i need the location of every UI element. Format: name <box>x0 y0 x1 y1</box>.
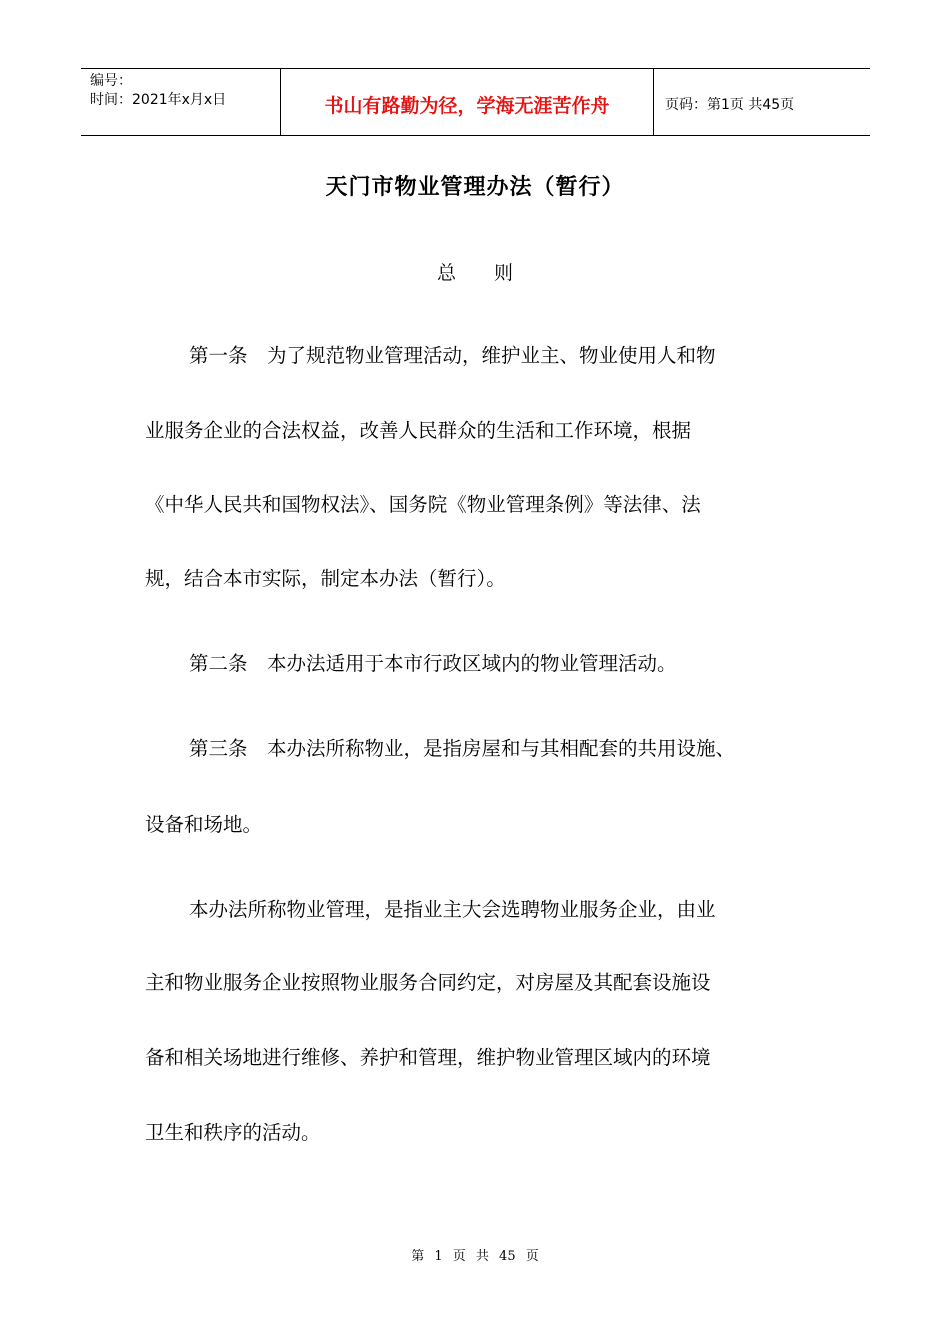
paragraph-line-3: 备和相关场地进行维修、养护和管理，维护物业管理区域内的环境 <box>145 1046 711 1069</box>
article-1-line-3: 《中华人民共和国物权法》、国务院《物业管理条例》等法律、法 <box>145 493 701 516</box>
article-1-line-2: 业服务企业的合法权益，改善人民群众的生活和工作环境，根据 <box>145 419 692 442</box>
header-page-info: 页码：第1页 共45页 <box>665 97 795 113</box>
article-1-line-1: 第一条 为了规范物业管理活动，维护业主、物业使用人和物 <box>189 344 716 367</box>
page-footer: 第 1 页 共 45 页 <box>411 1249 539 1264</box>
paragraph-line-1: 本办法所称物业管理，是指业主大会选聘物业服务企业，由业 <box>189 898 716 921</box>
section-heading-char: 总 <box>436 262 456 284</box>
article-3-line-2: 设备和场地。 <box>145 813 263 836</box>
header-motto: 书山有路勤为径，学海无涯苦作舟 <box>281 69 654 135</box>
header-meta <box>81 69 281 135</box>
serial-number-label: 编号： <box>90 73 132 89</box>
paragraph-line-4: 卫生和秩序的活动。 <box>145 1121 321 1144</box>
section-heading-char: 则 <box>494 262 514 284</box>
date-label: 时间：2021年x月x日 <box>90 92 227 108</box>
paragraph-line-2: 主和物业服务企业按照物业服务合同约定，对房屋及其配套设施设 <box>145 971 711 994</box>
document-header <box>81 68 870 136</box>
section-heading <box>0 258 950 285</box>
document-title: 天门市物业管理办法（暂行） <box>325 174 625 200</box>
article-1-line-4: 规，结合本市实际，制定本办法（暂行）。 <box>145 567 506 590</box>
article-3-line-1: 第三条 本办法所称物业，是指房屋和与其相配套的共用设施、 <box>189 737 736 760</box>
article-2-line-1: 第二条 本办法适用于本市行政区域内的物业管理活动。 <box>189 652 677 675</box>
